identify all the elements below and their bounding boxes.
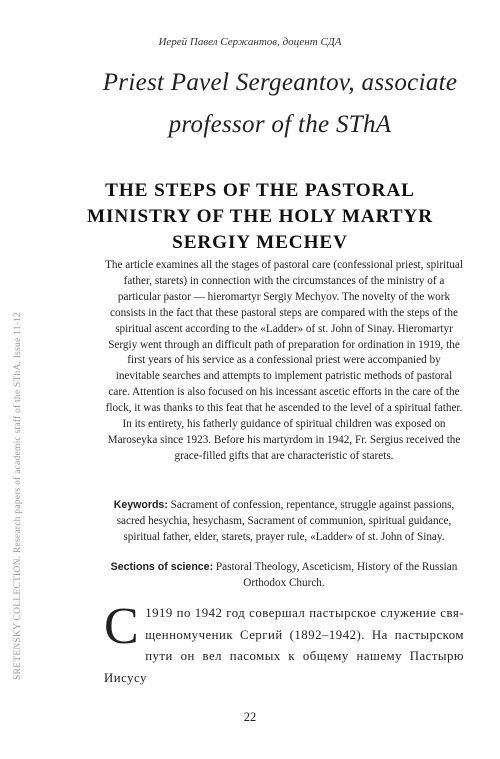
title-line-3: SERGIY MECHEV (172, 232, 348, 253)
page-number: 22 (243, 710, 257, 724)
body-text-content: 1919 по 1942 год совершал пастырское служение свя-щенномученик Сергий (1892–1942). На пастырском пути он вел пасомых к общему нашему Пастырю Иисусу (104, 606, 464, 685)
title-line-2: MINISTRY OF THE HOLY MARTYR (87, 206, 433, 227)
sections-label: Sections of science: (110, 561, 214, 573)
body-text-russian (104, 598, 464, 689)
title-line-1: THE STEPS OF THE PASTORAL (105, 180, 415, 201)
drop-cap: С (104, 598, 140, 655)
abstract-paragraph: The article examines all the stages of pastoral care (confessional priest, spiritual father, starets) in connection with the circumstances of the ministry of a particular pastor — hieromartyr Sergiy Mechyov. The novelty of the work consists in the fact that these pastoral steps are compared with the steps of the spiritual ascent according to the «Ladder» of st. John of Sinay. Hieromartyr Sergiy went through an difficult path of preparation for ordination in 1919, the first years of his service as a confessional priest were accompanied by inevitable searches and attempts to implement patristic methods of pastoral care. Attention is also focused on his incessant ascetic efforts in the care of the flock, it was thanks to this feat that he ascended to the level of a spiritual father. In its entirety, his fatherly guidance of spiritual children was exposed on Maroseyka since 1923. Before his martyrdom in 1942, Fr. Sergius received the grace-filled gifts that are characteristic of starets. (105, 259, 463, 462)
keywords-block (104, 498, 464, 546)
running-header: Иерей Павел Сержантов, доцент СДА (158, 36, 342, 48)
article-title (60, 178, 460, 256)
journal-side-caption: SRETENSKY COLLECTION. Research papers of academic staff of the SThA. Issue 11-12 (12, 311, 23, 680)
keywords-text: Sacrament of confession, repentance, struggle against passions, sacred hesychia, hesychasm, Sacrament of communion, spiritual guidance, spiritual father, elder, starets, prayer rule, «Ladder» of st. John of Sinay. (116, 499, 455, 543)
sections-text: Pastoral Theology, Asceticism, History of the Russian Orthodox Church. (215, 561, 458, 589)
author-heading (100, 62, 460, 146)
author-line-2: professor of the SThA (168, 111, 392, 138)
sections-of-science-block (104, 560, 464, 592)
author-line-1: Priest Pavel Sergeantov, associate (102, 69, 458, 96)
keywords-label: Keywords: (113, 499, 168, 511)
